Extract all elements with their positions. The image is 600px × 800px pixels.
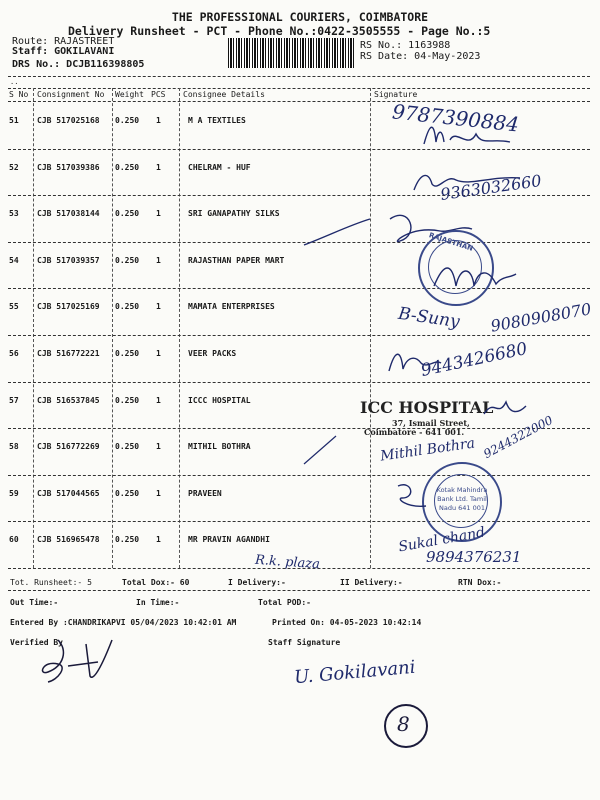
page-count-circle [384, 704, 428, 748]
icc-stamp-line: Coimbatore - 641 001. [364, 427, 465, 437]
divider [8, 590, 590, 591]
entered-by: Entered By :CHANDRIKAPVI 05/04/2023 10:42:01 AM [10, 618, 237, 627]
signature-scribble [392, 480, 432, 512]
row-divider [8, 382, 590, 383]
row-weight: 0.250 [115, 209, 140, 219]
rtn-dox: RTN Dox:- [458, 578, 502, 587]
row-consignee: PRAVEEN [188, 488, 222, 498]
handwritten-name: Sukal chand [397, 524, 487, 556]
row-sno: 59 [9, 488, 19, 498]
handwritten-phone: 9443426680 [419, 338, 530, 382]
row-divider [8, 475, 590, 476]
stamp-text: Kotak Mahindra Bank Ltd. Tamil Nadu 641 001 [436, 486, 488, 512]
row-consignee: MAMATA ENTERPRISES [188, 302, 275, 312]
row-sno: 58 [9, 442, 19, 452]
row-consignment-no: CJB 517038144 [37, 209, 100, 219]
row-pcs: 1 [156, 162, 161, 172]
row-pcs: 1 [156, 535, 161, 545]
tot-runsheet: Tot. Runsheet:- 5 [10, 578, 92, 587]
handwritten-phone: 9894376231 [426, 548, 522, 566]
in-time: In Time:- [136, 598, 180, 607]
row-weight: 0.250 [115, 395, 140, 405]
row-divider [8, 521, 590, 522]
col-weight: Weight [115, 90, 144, 99]
staff-label: Staff: GOKILAVANI [12, 46, 115, 57]
company-title: THE PROFESSIONAL COURIERS, COIMBATORE [171, 10, 429, 24]
row-consignee: VEER PACKS [188, 349, 237, 358]
pen-mark [300, 432, 340, 468]
divider [8, 88, 590, 89]
total-dox: Total Dox:- 60 [122, 578, 190, 587]
divider [8, 76, 590, 77]
row-sno: 54 [9, 255, 19, 265]
row-sno: 53 [9, 209, 19, 219]
row-weight: 0.250 [115, 255, 140, 265]
row-consignee: M A TEXTILES [188, 116, 246, 125]
verified-by: Verified By [10, 638, 63, 647]
row-consignee: MR PRAVIN AGANDHI [188, 535, 270, 545]
col-pcs: PCS [151, 90, 166, 99]
handwritten-phone: 9363032660 [439, 171, 543, 204]
row-consignment-no: CJB 517039386 [37, 162, 100, 172]
total-pod: Total POD:- [258, 598, 311, 607]
row-sno: 56 [9, 349, 19, 358]
row-pcs: 1 [156, 349, 161, 358]
col-signature: Signature [374, 90, 418, 99]
row-divider [8, 242, 590, 243]
verifier-signature [28, 636, 118, 686]
staff-signature-label: Staff Signature [268, 638, 341, 647]
barcode [228, 38, 354, 68]
row-weight: 0.250 [115, 162, 140, 172]
row-pcs: 1 [156, 116, 161, 125]
handwritten-phone: 9244322000 [481, 412, 556, 462]
handwritten-name: B-Suny [396, 303, 461, 333]
runsheet-subtitle: Delivery Runsheet - PCT - Phone No.:0422-3505555 - Page No.:5 [68, 24, 491, 38]
row-weight: 0.250 [115, 116, 140, 125]
col-consignee: Consignee Details [183, 90, 265, 99]
ii-delivery: II Delivery:- [340, 578, 403, 587]
row-consignee: SRI GANAPATHY SILKS [188, 209, 280, 219]
row-weight: 0.250 [115, 488, 140, 498]
row-sno: 60 [9, 535, 19, 545]
row-consignee: MITHIL BOTHRA [188, 442, 251, 452]
row-divider [8, 428, 590, 429]
handwritten-name: Mithil Bothra [379, 435, 476, 465]
row-sno: 51 [9, 116, 19, 125]
row-pcs: 1 [156, 255, 161, 265]
row-weight: 0.250 [115, 535, 140, 545]
handwritten-note: R.k. plaza [254, 552, 321, 573]
i-delivery: I Delivery:- [228, 578, 286, 587]
page-count-number: 8 [397, 712, 410, 736]
row-consignment-no: CJB 516772269 [37, 442, 100, 452]
stamp-text: RAJASTHAN [427, 231, 474, 253]
row-consignment-no: CJB 517025168 [37, 116, 100, 125]
row-pcs: 1 [156, 209, 161, 219]
signature-scribble [420, 120, 520, 152]
icc-stamp-line: 37, Ismail Street, [392, 418, 470, 428]
signature-scribble [430, 256, 520, 296]
printed-on: Printed On: 04-05-2023 10:42:14 [272, 618, 422, 627]
row-consignment-no: CJB 517025169 [37, 302, 100, 312]
row-weight: 0.250 [115, 349, 140, 358]
divider-mark: .. [10, 78, 19, 86]
staff-handwritten-signature: U. Gokilavani [293, 656, 417, 689]
rs-number: RS No.: 1163988 [360, 40, 451, 51]
handwritten-phone: 9787390884 [391, 99, 521, 137]
row-sno: 55 [9, 302, 19, 312]
row-consignee: ICCC HOSPITAL [188, 395, 251, 405]
row-consignment-no: CJB 516772221 [37, 349, 100, 358]
row-pcs: 1 [156, 395, 161, 405]
row-consignment-no: CJB 516537845 [37, 395, 100, 405]
rs-date: RS Date: 04-May-2023 [360, 51, 481, 62]
row-consignment-no: CJB 517044565 [37, 488, 100, 498]
row-consignment-no: CJB 517039357 [37, 255, 100, 265]
row-sno: 57 [9, 395, 19, 405]
row-consignee: RAJASTHAN PAPER MART [188, 255, 285, 265]
row-sno: 52 [9, 162, 19, 172]
signature-scribble [480, 394, 530, 420]
row-pcs: 1 [156, 302, 161, 312]
col-consignment: Consignment No [37, 90, 105, 99]
out-time: Out Time:- [10, 598, 59, 607]
drs-number: DRS No.: DCJB116398805 [12, 59, 145, 70]
row-pcs: 1 [156, 488, 161, 498]
route-label: Route: RAJASTREET [12, 36, 115, 47]
icc-stamp-name: ICC HOSPITAL [360, 398, 494, 417]
row-consignment-no: CJB 516965478 [37, 535, 100, 545]
row-divider [8, 335, 590, 336]
row-consignee: CHELRAM - HUF [188, 162, 251, 172]
handwritten-phone: 9080908070 [489, 299, 593, 336]
col-sno: S No [9, 90, 29, 99]
row-pcs: 1 [156, 442, 161, 452]
row-weight: 0.250 [115, 302, 140, 312]
row-weight: 0.250 [115, 442, 140, 452]
table-row [0, 475, 600, 522]
